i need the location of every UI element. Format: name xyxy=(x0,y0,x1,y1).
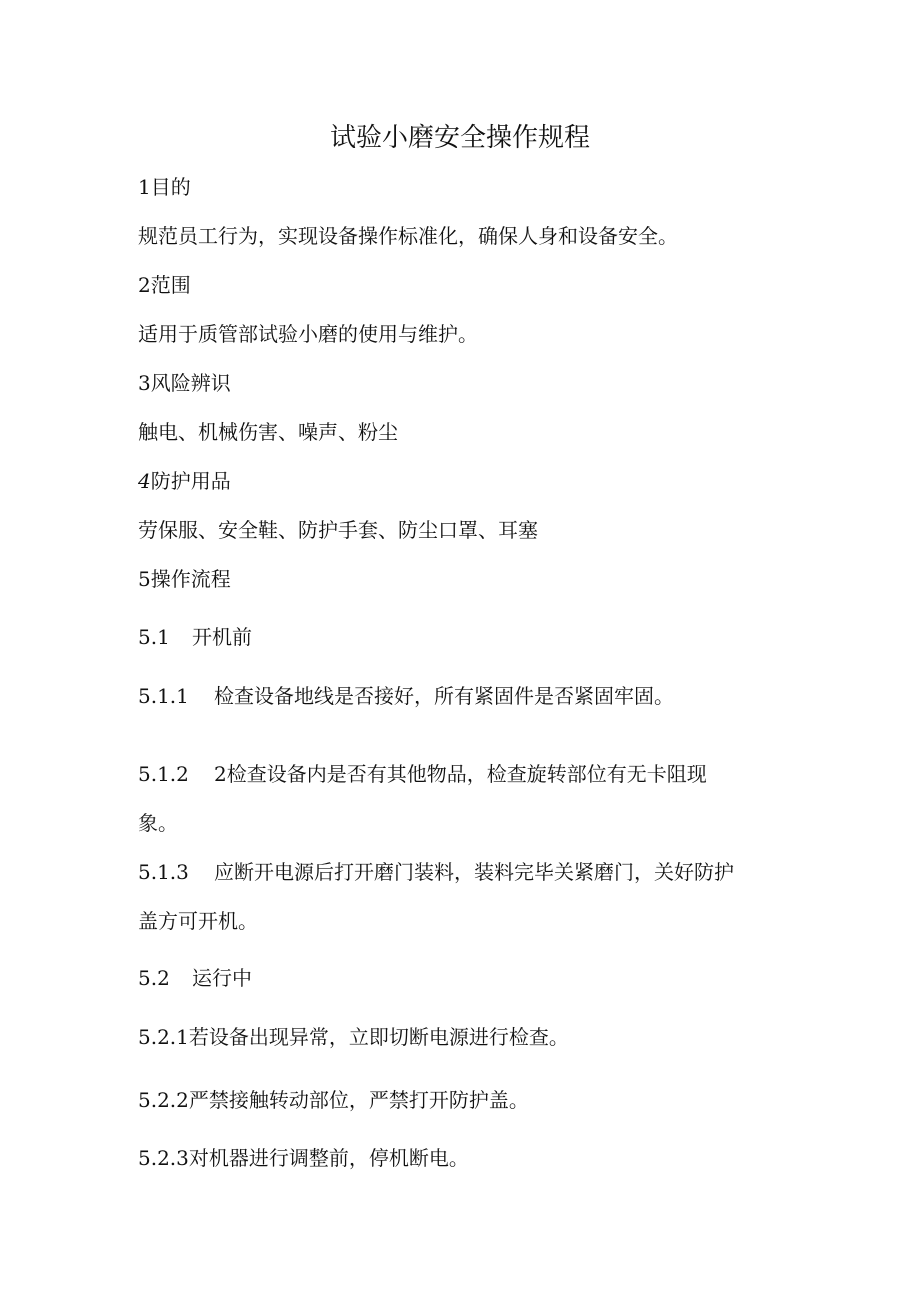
item-5-1 xyxy=(138,625,252,649)
item-5-1-1-number: 5.1.1 xyxy=(138,684,189,708)
section-4-number: 4 xyxy=(138,469,151,493)
item-5-1-2-text: 2检查设备内是否有其他物品，检查旋转部位有无卡阻现 xyxy=(214,762,707,786)
item-5-2-3: 5.2.3对机器进行调整前，停机断电。 xyxy=(138,1146,469,1170)
item-5-1-text: 开机前 xyxy=(192,625,252,649)
section-4-heading xyxy=(138,469,231,493)
item-5-1-3-text: 应断开电源后打开磨门装料，装料完毕关紧磨门，关好防护 xyxy=(214,860,734,884)
section-5-heading: 5操作流程 xyxy=(138,567,231,591)
section-4-body: 劳保服、安全鞋、防护手套、防尘口罩、耳塞 xyxy=(138,518,538,542)
item-5-1-3-number: 5.1.3 xyxy=(138,860,189,884)
document-title: 试验小磨安全操作规程 xyxy=(329,123,590,153)
item-5-1-2 xyxy=(138,762,707,786)
item-5-1-3 xyxy=(138,860,734,884)
item-5-1-1-text: 检查设备地线是否接好，所有紧固件是否紧固牢固。 xyxy=(214,684,674,708)
item-5-2 xyxy=(138,966,252,990)
section-4-title: 防护用品 xyxy=(150,469,231,493)
item-5-2-text: 运行中 xyxy=(192,966,252,990)
section-1-body: 规范员工行为，实现设备操作标准化，确保人身和设备安全。 xyxy=(138,224,678,248)
item-5-2-1: 5.2.1若设备出现异常，立即切断电源进行检查。 xyxy=(138,1025,569,1049)
item-5-1-number: 5.1 xyxy=(138,625,170,649)
item-5-2-2: 5.2.2严禁接触转动部位，严禁打开防护盖。 xyxy=(138,1088,529,1112)
item-5-1-3-continuation: 盖方可开机。 xyxy=(138,909,258,933)
item-5-1-1 xyxy=(138,684,674,708)
item-5-1-2-continuation: 象。 xyxy=(138,811,178,835)
section-2-heading: 2范围 xyxy=(138,273,191,297)
item-5-2-number: 5.2 xyxy=(138,966,170,990)
item-5-1-2-number: 5.1.2 xyxy=(138,762,189,786)
section-3-body: 触电、机械伤害、噪声、粉尘 xyxy=(138,420,398,444)
section-1-heading: 1目的 xyxy=(138,175,191,199)
section-2-body: 适用于质管部试验小磨的使用与维护。 xyxy=(138,322,478,346)
section-3-heading: 3风险辨识 xyxy=(138,371,231,395)
